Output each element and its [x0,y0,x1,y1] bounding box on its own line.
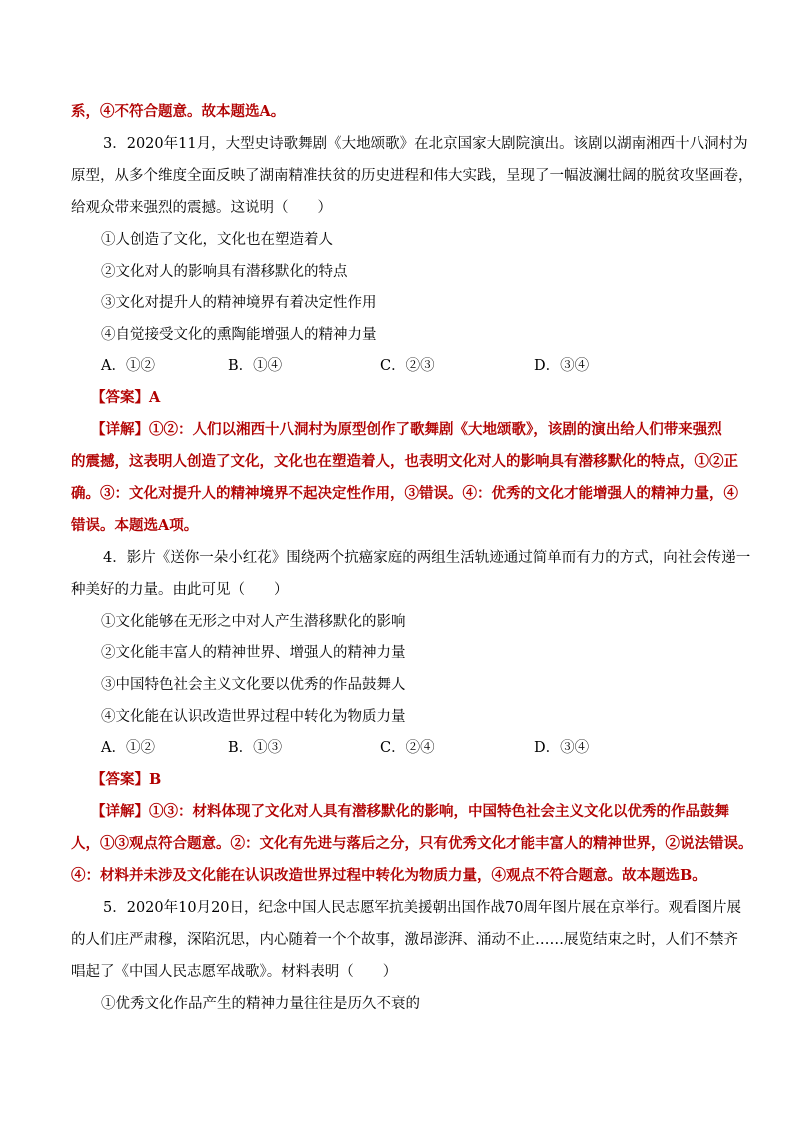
q4-stem-line-1: 4．影片《送你一朵小红花》围绕两个抗癌家庭的两组生活轨迹通过简单而有力的方式，向社会传递一 [103,550,751,566]
q4-detail-line-1: 【详解】①③：材料体现了文化对人具有潜移默化的影响，中国特色社会主义文化以优秀的作品鼓舞 [91,803,729,820]
q4-detail-line-3: ④：材料并未涉及文化能在认识改造世界过程中转化为物质力量，④观点不符合题意。故本题选B。 [71,867,707,884]
q3-answer: 【答案】A [91,389,161,406]
q3-statement-4: ④自觉接受文化的熏陶能增强人的精神力量 [101,327,377,343]
q4-detail-line-2: 人，①③观点符合题意。②：文化有先进与落后之分，只有优秀文化才能丰富人的精神世界，②说法错误。 [71,835,753,852]
q4-stem-line-2: 种美好的力量。由此可见（ ） [71,582,289,598]
q4-option-c: C．②④ [380,740,435,756]
q4-statement-4: ④文化能在认识改造世界过程中转化为物质力量 [101,709,406,725]
q3-detail-line-1: 【详解】①②：人们以湘西十八洞村为原型创作了歌舞剧《大地颂歌》，该剧的演出给人们带来强烈 [91,421,722,438]
q3-option-c: C．②③ [380,358,435,374]
q3-option-d: D．③④ [534,358,590,374]
q4-statement-2: ②文化能丰富人的精神世界、增强人的精神力量 [101,645,406,661]
q4-statement-1: ①文化能够在无形之中对人产生潜移默化的影响 [101,614,406,630]
q3-stem-line-2: 原型，从多个维度全面反映了湖南精准扶贫的历史进程和伟大实践，呈现了一幅波澜壮阔的脱贫攻坚画卷， [71,168,753,184]
q4-option-a: A．①② [101,740,155,756]
q4-option-d: D．③④ [534,740,590,756]
q3-stem-line-1: 3．2020年11月，大型史诗歌舞剧《大地颂歌》在北京国家大剧院演出。该剧以湖南湘西十八洞村为 [103,136,748,152]
q3-detail-line-2: 的震撼，这表明人创造了文化，文化也在塑造着人，也表明文化对人的影响具有潜移默化的特点，①②正 [71,453,738,470]
q3-statement-3: ③文化对提升人的精神境界有着决定性作用 [101,295,377,311]
previous-explanation-tail: 系，④不符合题意。故本题选A。 [71,103,286,120]
q3-statement-1: ①人创造了文化，文化也在塑造着人 [101,232,333,248]
q3-option-a: A．①② [101,358,155,374]
q5-statement-1: ①优秀文化作品产生的精神力量往往是历久不衰的 [101,996,420,1012]
q3-option-b: B．①④ [228,358,283,374]
q4-option-b: B．①③ [228,740,283,756]
q5-stem-line-2: 的人们庄严肃穆，深陷沉思，内心随着一个个故事，激昂澎湃、涌动不止……展览结束之时，人们不禁齐 [71,932,738,948]
q5-stem-line-3: 唱起了《中国人民志愿军战歌》。材料表明（ ） [71,964,398,980]
q3-detail-line-3: 确。③：文化对提升人的精神境界不起决定性作用，③错误。④：优秀的文化才能增强人的精神力量，④ [71,485,738,502]
q5-stem-line-1: 5．2020年10月20日，纪念中国人民志愿军抗美援朝出国作战70周年图片展在京举行。观看图片展 [103,900,741,916]
q3-statement-2: ②文化对人的影响具有潜移默化的特点 [101,264,348,280]
q3-stem-line-3: 给观众带来强烈的震撼。这说明（ ） [71,200,332,216]
q3-detail-line-4: 错误。本题选A项。 [71,517,199,534]
q4-answer: 【答案】B [91,771,162,788]
q4-statement-3: ③中国特色社会主义文化要以优秀的作品鼓舞人 [101,677,406,693]
